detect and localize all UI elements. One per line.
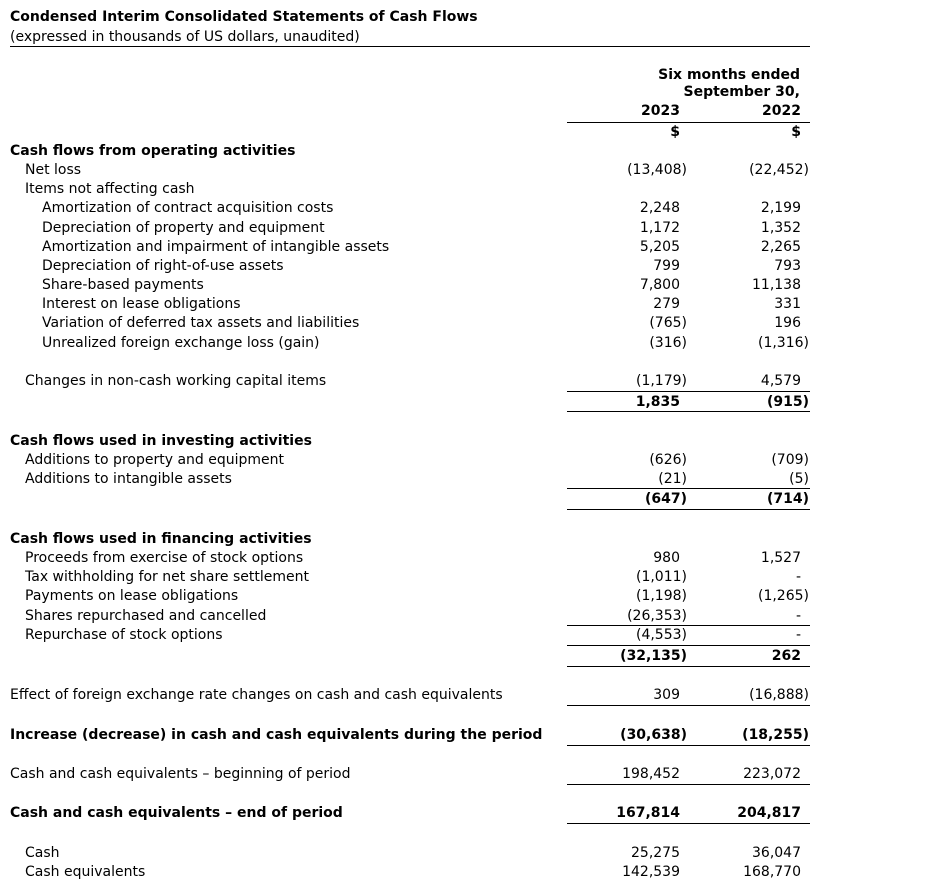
cash-equivalents-label: Cash equivalents [25, 864, 146, 880]
financing-heading: Cash flows used in financing activities [10, 531, 312, 547]
fx-effect-2022: (16,888) [749, 687, 809, 703]
fx-effect-2023: 309 [653, 687, 680, 703]
net-change-2022: (18,255) [742, 727, 809, 743]
financing-total-rule [567, 666, 810, 667]
working-capital-label: Changes in non-cash working capital items [25, 373, 327, 389]
fin-item-2022: - [795, 627, 801, 643]
inv-item-2022: (5) [789, 471, 809, 487]
net-loss-2023: (13,408) [627, 162, 687, 178]
financing-subtotal-rule [567, 645, 810, 646]
fin-item-2022: (1,265) [757, 588, 809, 604]
op-item-label: Depreciation of property and equipment [42, 220, 325, 236]
investing-heading: Cash flows used in investing activities [10, 433, 312, 449]
operating-total-2022: (915) [766, 394, 809, 410]
op-item-2023: 799 [653, 258, 680, 274]
inv-item-2023: (21) [658, 471, 687, 487]
op-item-label: Depreciation of right-of-use assets [42, 258, 284, 274]
financing-mid-rule [567, 625, 810, 626]
inv-item-label: Additions to property and equipment [25, 452, 284, 468]
year-2023-header: 2023 [641, 103, 680, 119]
op-item-2023: 1,172 [639, 220, 680, 236]
currency-2023: $ [670, 124, 680, 140]
op-item-label: Variation of deferred tax assets and liabilities [42, 315, 360, 331]
fin-item-2023: (26,353) [627, 608, 687, 624]
beginning-balance-2023: 198,452 [622, 766, 680, 782]
ending-balance-2022: 204,817 [737, 805, 801, 821]
year-2022-header: 2022 [762, 103, 801, 119]
net-change-label: Increase (decrease) in cash and cash equivalents during the period [10, 727, 543, 743]
investing-total-2023: (647) [644, 491, 687, 507]
fin-item-2023: (1,198) [635, 588, 687, 604]
cash-equivalents-2022: 168,770 [743, 864, 801, 880]
op-item-label: Amortization of contract acquisition costs [42, 200, 334, 216]
financing-total-2023: (32,135) [620, 648, 687, 664]
beginning-balance-label: Cash and cash equivalents – beginning of period [10, 766, 351, 782]
op-item-2023: 2,248 [639, 200, 680, 216]
inv-item-label: Additions to intangible assets [25, 471, 232, 487]
op-item-2023: 7,800 [639, 277, 680, 293]
working-capital-2023: (1,179) [635, 373, 687, 389]
op-item-label: Interest on lease obligations [42, 296, 241, 312]
cash-equivalents-2023: 142,539 [622, 864, 680, 880]
net-loss-label: Net loss [25, 162, 82, 178]
op-item-2022: 1,352 [760, 220, 801, 236]
op-item-2023: (316) [649, 335, 687, 351]
op-item-label: Unrealized foreign exchange loss (gain) [42, 335, 320, 351]
op-item-2022: 2,199 [760, 200, 801, 216]
fin-item-label: Shares repurchased and cancelled [25, 608, 267, 624]
financing-total-2022: 262 [771, 648, 801, 664]
net-change-rule [567, 745, 810, 746]
operating-total-rule [567, 411, 810, 412]
fx-effect-rule [567, 705, 810, 706]
cash-2023: 25,275 [631, 845, 680, 861]
op-item-2022: (1,316) [757, 335, 809, 351]
fin-item-2023: 980 [653, 550, 680, 566]
inv-item-2022: (709) [771, 452, 809, 468]
op-item-2022: 2,265 [760, 239, 801, 255]
currency-2022: $ [791, 124, 801, 140]
op-item-2023: 5,205 [639, 239, 680, 255]
inv-item-2023: (626) [649, 452, 687, 468]
op-item-2023: 279 [653, 296, 680, 312]
ending-balance-rule [567, 823, 810, 824]
investing-total-2022: (714) [766, 491, 809, 507]
beginning-balance-rule [567, 784, 810, 785]
statement-subtitle: (expressed in thousands of US dollars, unaudited) [10, 29, 360, 45]
fin-item-2022: - [795, 608, 801, 624]
op-item-label: Amortization and impairment of intangible assets [42, 239, 390, 255]
beginning-balance-2022: 223,072 [743, 766, 801, 782]
investing-total-rule [567, 509, 810, 510]
cash-label: Cash [25, 845, 60, 861]
fin-item-2023: (4,553) [635, 627, 687, 643]
fin-item-label: Proceeds from exercise of stock options [25, 550, 304, 566]
investing-subtotal-rule [567, 488, 810, 489]
op-item-2023: (765) [649, 315, 687, 331]
cash-2022: 36,047 [752, 845, 801, 861]
operating-subtotal-rule [567, 391, 810, 392]
operating-total-2023: 1,835 [635, 394, 680, 410]
op-item-2022: 196 [774, 315, 801, 331]
operating-heading: Cash flows from operating activities [10, 143, 296, 159]
op-item-2022: 331 [774, 296, 801, 312]
period-header-line1: Six months ended [658, 67, 800, 83]
fin-item-label: Tax withholding for net share settlement [25, 569, 309, 585]
fin-item-label: Repurchase of stock options [25, 627, 223, 643]
ending-balance-label: Cash and cash equivalents – end of period [10, 805, 343, 821]
fin-item-label: Payments on lease obligations [25, 588, 239, 604]
column-header-rule [567, 122, 810, 123]
items-not-affecting-cash-label: Items not affecting cash [25, 181, 195, 197]
fin-item-2022: - [795, 569, 801, 585]
op-item-2022: 11,138 [752, 277, 801, 293]
net-change-2023: (30,638) [620, 727, 687, 743]
net-loss-2022: (22,452) [749, 162, 809, 178]
statement-title: Condensed Interim Consolidated Statements of Cash Flows [10, 9, 478, 25]
header-rule [10, 46, 810, 47]
op-item-2022: 793 [774, 258, 801, 274]
op-item-label: Share-based payments [42, 277, 204, 293]
period-header-line2: September 30, [683, 84, 800, 100]
ending-balance-2023: 167,814 [616, 805, 680, 821]
fx-effect-label: Effect of foreign exchange rate changes on cash and cash equivalents [10, 687, 503, 703]
working-capital-2022: 4,579 [760, 373, 801, 389]
fin-item-2023: (1,011) [635, 569, 687, 585]
fin-item-2022: 1,527 [760, 550, 801, 566]
